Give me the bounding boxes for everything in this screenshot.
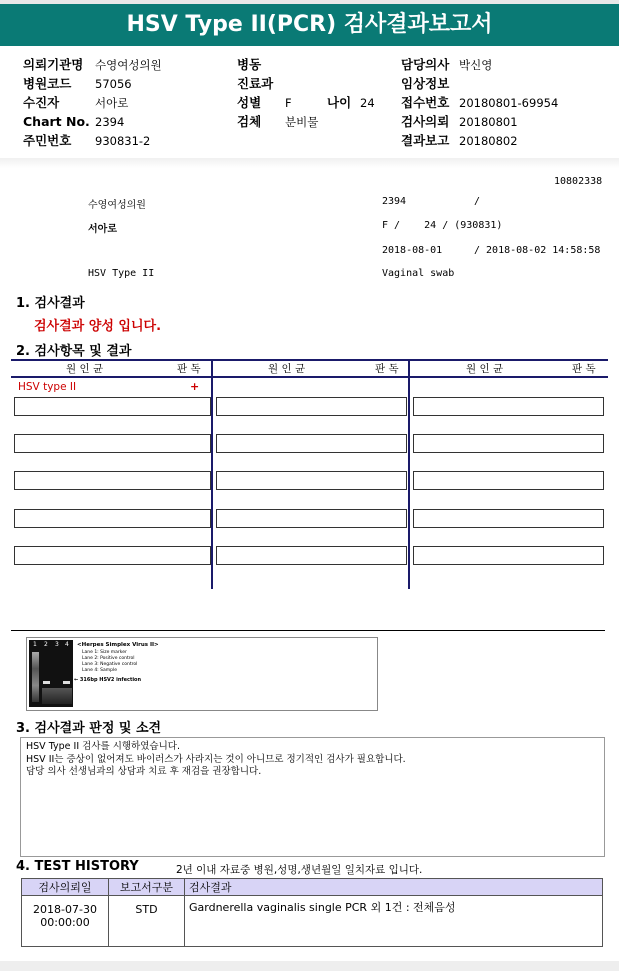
- label-sex: 성별: [237, 95, 262, 110]
- value-specimen: 분비물: [285, 115, 319, 129]
- title-bar: [0, 4, 619, 46]
- gel-image: [29, 640, 73, 707]
- history-type: STD: [109, 896, 185, 947]
- result-box: [413, 509, 604, 528]
- report-title: HSV Type II(PCR) 검사결과보고서: [126, 12, 493, 37]
- primer-dimer: [42, 688, 72, 704]
- header-mid: [237, 55, 397, 131]
- info-date-reported: / 2018-08-02 14:58:58: [474, 245, 601, 256]
- marker-ladder: [32, 652, 39, 702]
- item-result: +: [190, 380, 200, 393]
- table-header-border: [11, 376, 608, 378]
- history-table: [21, 878, 603, 947]
- band-positive: [43, 681, 50, 684]
- col-pathogen-1: 원 인 균: [66, 363, 104, 375]
- value-report-date: 20180802: [459, 134, 518, 148]
- result-box: [216, 546, 407, 565]
- lane-3-label: 3: [55, 641, 59, 648]
- history-time: 00:00:00: [40, 916, 90, 929]
- opinion-line-3: 담당 의사 선생님과의 상담과 치료 후 재검을 권장합니다.: [26, 766, 262, 777]
- info-date-received: 2018-08-01: [382, 245, 443, 256]
- info-patient: 서아로: [88, 224, 117, 235]
- result-box: [14, 434, 211, 453]
- legend-lane-1: Lane 1: Size marker: [82, 650, 127, 655]
- info-sex-age: F / 24 / (930831): [382, 220, 503, 231]
- result-box: [216, 509, 407, 528]
- value-request-date: 20180801: [459, 115, 518, 129]
- history-subtitle: 2년 이내 자료중 병원,성명,생년월일 일치자료 입니다.: [176, 864, 423, 876]
- history-result: Gardnerella vaginalis single PCR 외 1건 : 전체음성: [185, 896, 603, 947]
- lane-1-label: 1: [33, 641, 37, 648]
- result-summary: 검사결과 양성 입니다.: [34, 319, 162, 334]
- divider-shadow: [0, 158, 619, 168]
- history-col-type: 보고서구분: [109, 879, 185, 896]
- label-doctor: 담당의사: [401, 57, 450, 72]
- opinion-line-2: HSV II는 증상이 없어져도 바이러스가 사라지는 것이 아니므로 정기적인 검사가 필요합니다.: [26, 753, 406, 765]
- info-chart-no: 2394: [382, 196, 407, 207]
- result-box: [413, 546, 604, 565]
- history-col-date: 검사의뢰일: [22, 879, 109, 896]
- label-institution: 의뢰기관명: [23, 57, 84, 72]
- value-sex: F: [285, 96, 292, 110]
- gel-legend: [82, 650, 137, 674]
- col-judge-2: 판 독: [375, 363, 399, 375]
- band-sample: [63, 681, 70, 684]
- lane-2-label: 2: [44, 641, 48, 648]
- info-test-name: HSV Type II: [88, 268, 155, 279]
- section1-title: 1. 검사결과: [16, 296, 85, 311]
- info-specimen: Vaginal swab: [382, 268, 455, 279]
- col-pathogen-2: 원 인 균: [268, 363, 306, 375]
- legend-lane-4: Lane 4: Sample: [82, 668, 117, 673]
- gel-caption: <Herpes Simplex Virus II>: [77, 642, 159, 648]
- label-request-date: 검사의뢰: [401, 114, 450, 129]
- history-header-row: [22, 879, 603, 896]
- band-label: ← 316bp HSV2 infection: [74, 677, 142, 683]
- label-age: 나이: [327, 95, 352, 110]
- header-right: [401, 55, 611, 150]
- result-box: [413, 434, 604, 453]
- value-doctor: 박신영: [459, 58, 493, 72]
- label-patient: 수진자: [23, 95, 60, 110]
- value-resident-no: 930831-2: [95, 134, 151, 148]
- value-hospital-code: 57056: [95, 77, 132, 91]
- result-box: [216, 397, 407, 416]
- label-ward: 병동: [237, 57, 262, 72]
- history-date: 2018-07-30: [33, 903, 97, 916]
- report-number: 10802338: [554, 176, 603, 187]
- column-divider-1: [211, 359, 213, 589]
- label-department: 진료과: [237, 76, 274, 91]
- legend-lane-2: Lane 2: Positive control: [82, 656, 135, 661]
- lane-4-label: 4: [65, 641, 69, 648]
- result-box: [14, 509, 211, 528]
- value-receipt-no: 20180801-69954: [459, 96, 559, 110]
- result-box: [216, 471, 407, 490]
- bottom-strip: [0, 961, 619, 971]
- opinion-box: [20, 737, 605, 857]
- label-receipt-no: 접수번호: [401, 95, 450, 110]
- gel-top-rule: [11, 630, 605, 631]
- value-institution: 수영여성의원: [95, 58, 162, 72]
- gel-figure: [26, 637, 378, 711]
- item-name: HSV type II: [18, 381, 77, 393]
- section3-title: 3. 검사결과 판정 및 소견: [16, 721, 162, 736]
- info-clinic: 수영여성의원: [88, 200, 146, 211]
- label-resident-no: 주민번호: [23, 133, 72, 148]
- history-col-result: 검사결과: [185, 879, 603, 896]
- result-box: [413, 397, 604, 416]
- result-box: [413, 471, 604, 490]
- label-hospital-code: 병원코드: [23, 76, 72, 91]
- col-judge-1: 판 독: [177, 363, 201, 375]
- section4-title: 4. TEST HISTORY: [16, 859, 139, 874]
- label-report-date: 결과보고: [401, 133, 450, 148]
- history-date-cell: [22, 896, 109, 947]
- result-box: [14, 546, 211, 565]
- col-judge-3: 판 독: [572, 363, 596, 375]
- header-left: [23, 55, 233, 150]
- info-slash: /: [474, 196, 481, 207]
- label-chart-no: Chart No.: [23, 114, 90, 129]
- result-box: [14, 397, 211, 416]
- col-pathogen-3: 원 인 균: [466, 363, 504, 375]
- label-specimen: 검체: [237, 114, 262, 129]
- value-patient: 서아로: [95, 96, 129, 110]
- legend-lane-3: Lane 3: Negative control: [82, 662, 138, 667]
- history-row[interactable]: [22, 896, 603, 947]
- column-divider-2: [408, 359, 410, 589]
- result-box: [14, 471, 211, 490]
- value-age: 24: [360, 96, 375, 110]
- result-box: [216, 434, 407, 453]
- value-chart-no: 2394: [95, 115, 125, 129]
- section2-title: 2. 검사항목 및 결과: [16, 344, 132, 359]
- opinion-line-1: HSV Type II 검사를 시행하였습니다.: [26, 741, 180, 752]
- label-clinical-info: 임상정보: [401, 76, 450, 91]
